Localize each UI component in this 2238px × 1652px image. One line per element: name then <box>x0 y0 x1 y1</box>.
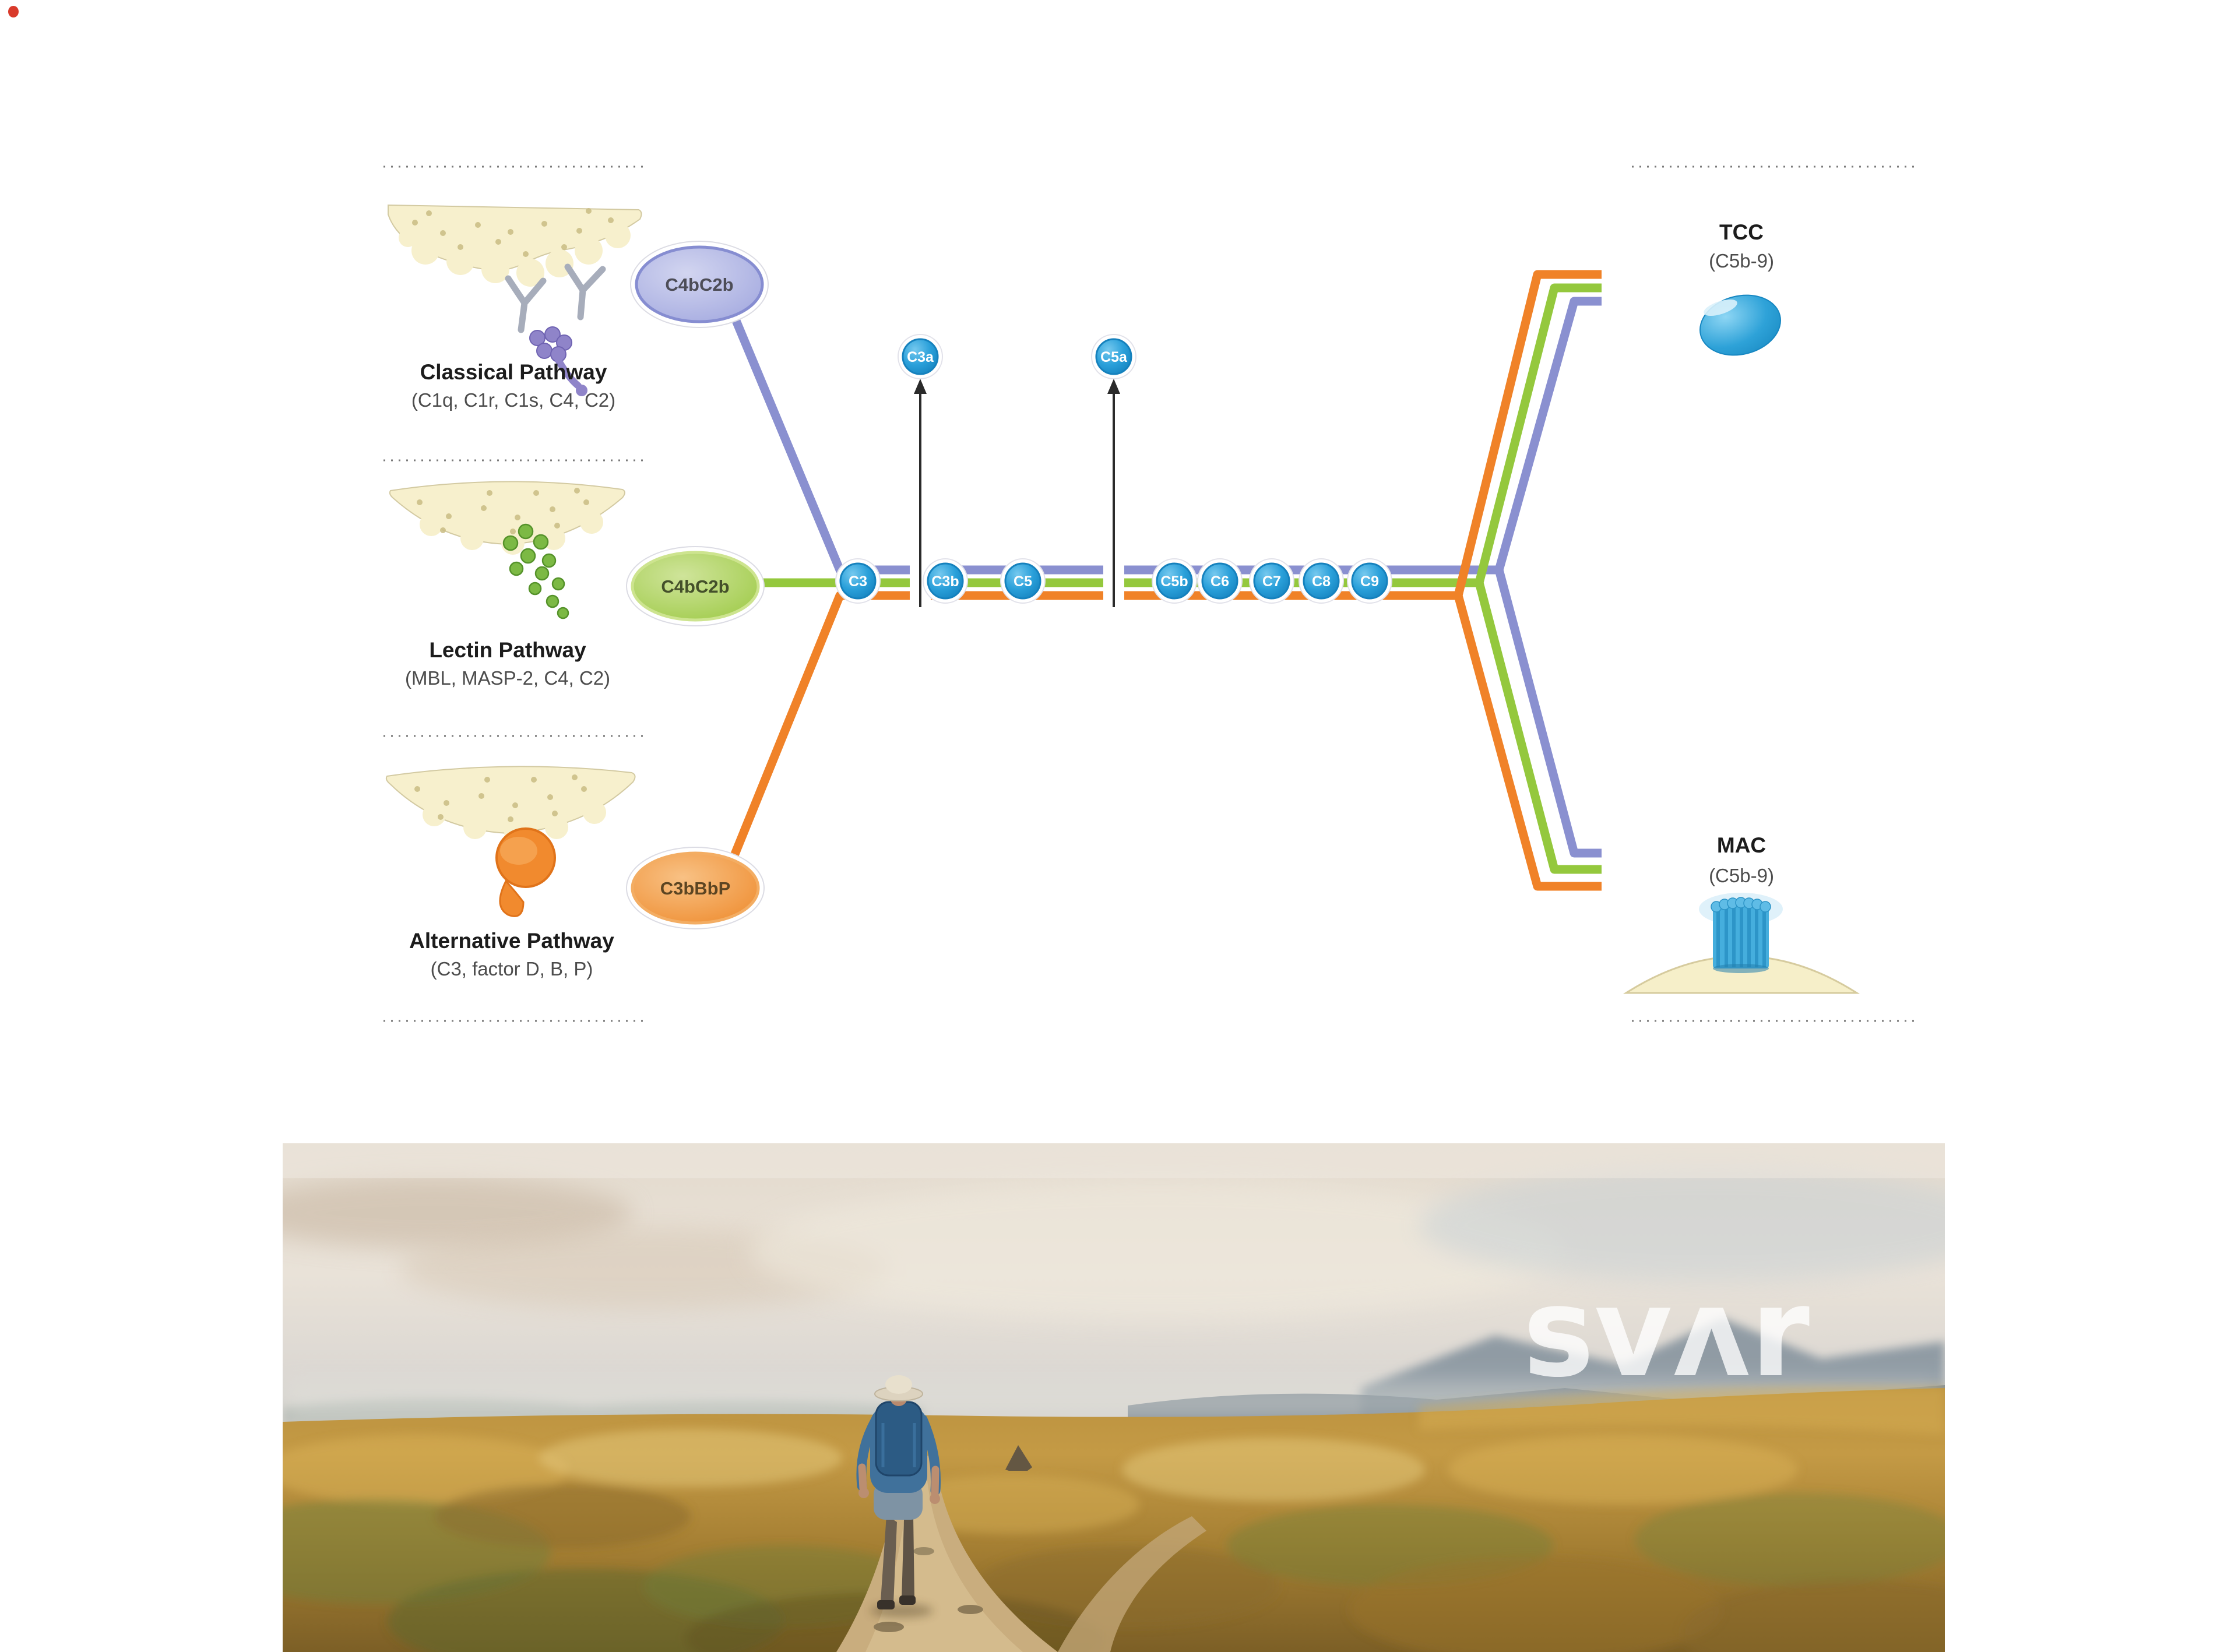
svg-text:C7: C7 <box>1262 573 1281 590</box>
svg-text:C8: C8 <box>1312 573 1331 590</box>
svg-text:C5: C5 <box>1014 573 1032 590</box>
tcc-title: TCC <box>1719 220 1764 244</box>
cascade-node-C3b <box>923 559 967 603</box>
tcc-subtitle: (C5b-9) <box>1709 250 1774 272</box>
lectin-pathway-components: (MBL, MASP-2, C4, C2) <box>404 667 611 689</box>
classical-convertase-label: C4bC2b <box>665 274 734 295</box>
svg-text:C3b: C3b <box>931 573 959 590</box>
svar-logo: svʌr <box>1523 1260 1810 1404</box>
classical-convertase-oval <box>631 241 768 327</box>
mac-subtitle: (C5b-9) <box>1709 865 1774 886</box>
svg-text:C9: C9 <box>1360 573 1379 590</box>
hero-photo <box>283 1143 1945 1652</box>
cascade-node-C9 <box>1347 559 1392 603</box>
c5a-arrowhead <box>1107 379 1120 394</box>
hiker-left-boot <box>877 1600 895 1609</box>
fragment-node-C5a <box>1092 334 1136 379</box>
alternative-pathway-title: Alternative Pathway <box>409 929 614 953</box>
cascade-node-C5 <box>1001 559 1045 603</box>
lectin-pathway-title: Lectin Pathway <box>429 638 586 662</box>
alternative-convertase-label: C3bBbP <box>660 878 731 899</box>
cascade-node-C8 <box>1299 559 1343 603</box>
svg-text:C3: C3 <box>849 573 867 590</box>
cascade-node-C7 <box>1250 559 1294 603</box>
lectin-convertase-label: C4bC2b <box>661 576 730 597</box>
alternative-convertase-oval <box>627 847 764 929</box>
fragment-node-C3a <box>898 334 942 379</box>
lectin-convertase-oval <box>627 547 764 626</box>
alternative-pathway-components: (C3, factor D, B, P) <box>430 958 593 980</box>
hiker-right-boot <box>899 1595 916 1605</box>
c1-complex-icon <box>530 327 572 362</box>
mac-title: MAC <box>1716 833 1767 857</box>
svg-text:C6: C6 <box>1211 573 1229 590</box>
svg-text:C5b: C5b <box>1160 573 1188 590</box>
svg-text:C3a: C3a <box>907 349 934 365</box>
cascade-node-C5b <box>1152 559 1197 603</box>
mac-icon <box>1626 893 1857 993</box>
tcc-icon <box>1694 287 1787 364</box>
hero-photo-art <box>283 1143 1945 1652</box>
svg-text:C5a: C5a <box>1100 349 1127 365</box>
hiker-hat-crown <box>885 1375 912 1394</box>
classical-pathway-title: Classical Pathway <box>420 360 607 384</box>
lectin-pathway-icon <box>390 481 625 618</box>
c3b-blob-icon <box>497 829 555 916</box>
cascade-node-C6 <box>1198 559 1242 603</box>
alternative-pathway-icon <box>386 766 635 916</box>
classical-pathway-components: (C1q, C1r, C1s, C4, C2) <box>411 389 616 411</box>
c3a-arrowhead <box>914 379 927 394</box>
cascade-node-C3 <box>836 559 880 603</box>
fragment-nodes <box>898 334 1136 379</box>
